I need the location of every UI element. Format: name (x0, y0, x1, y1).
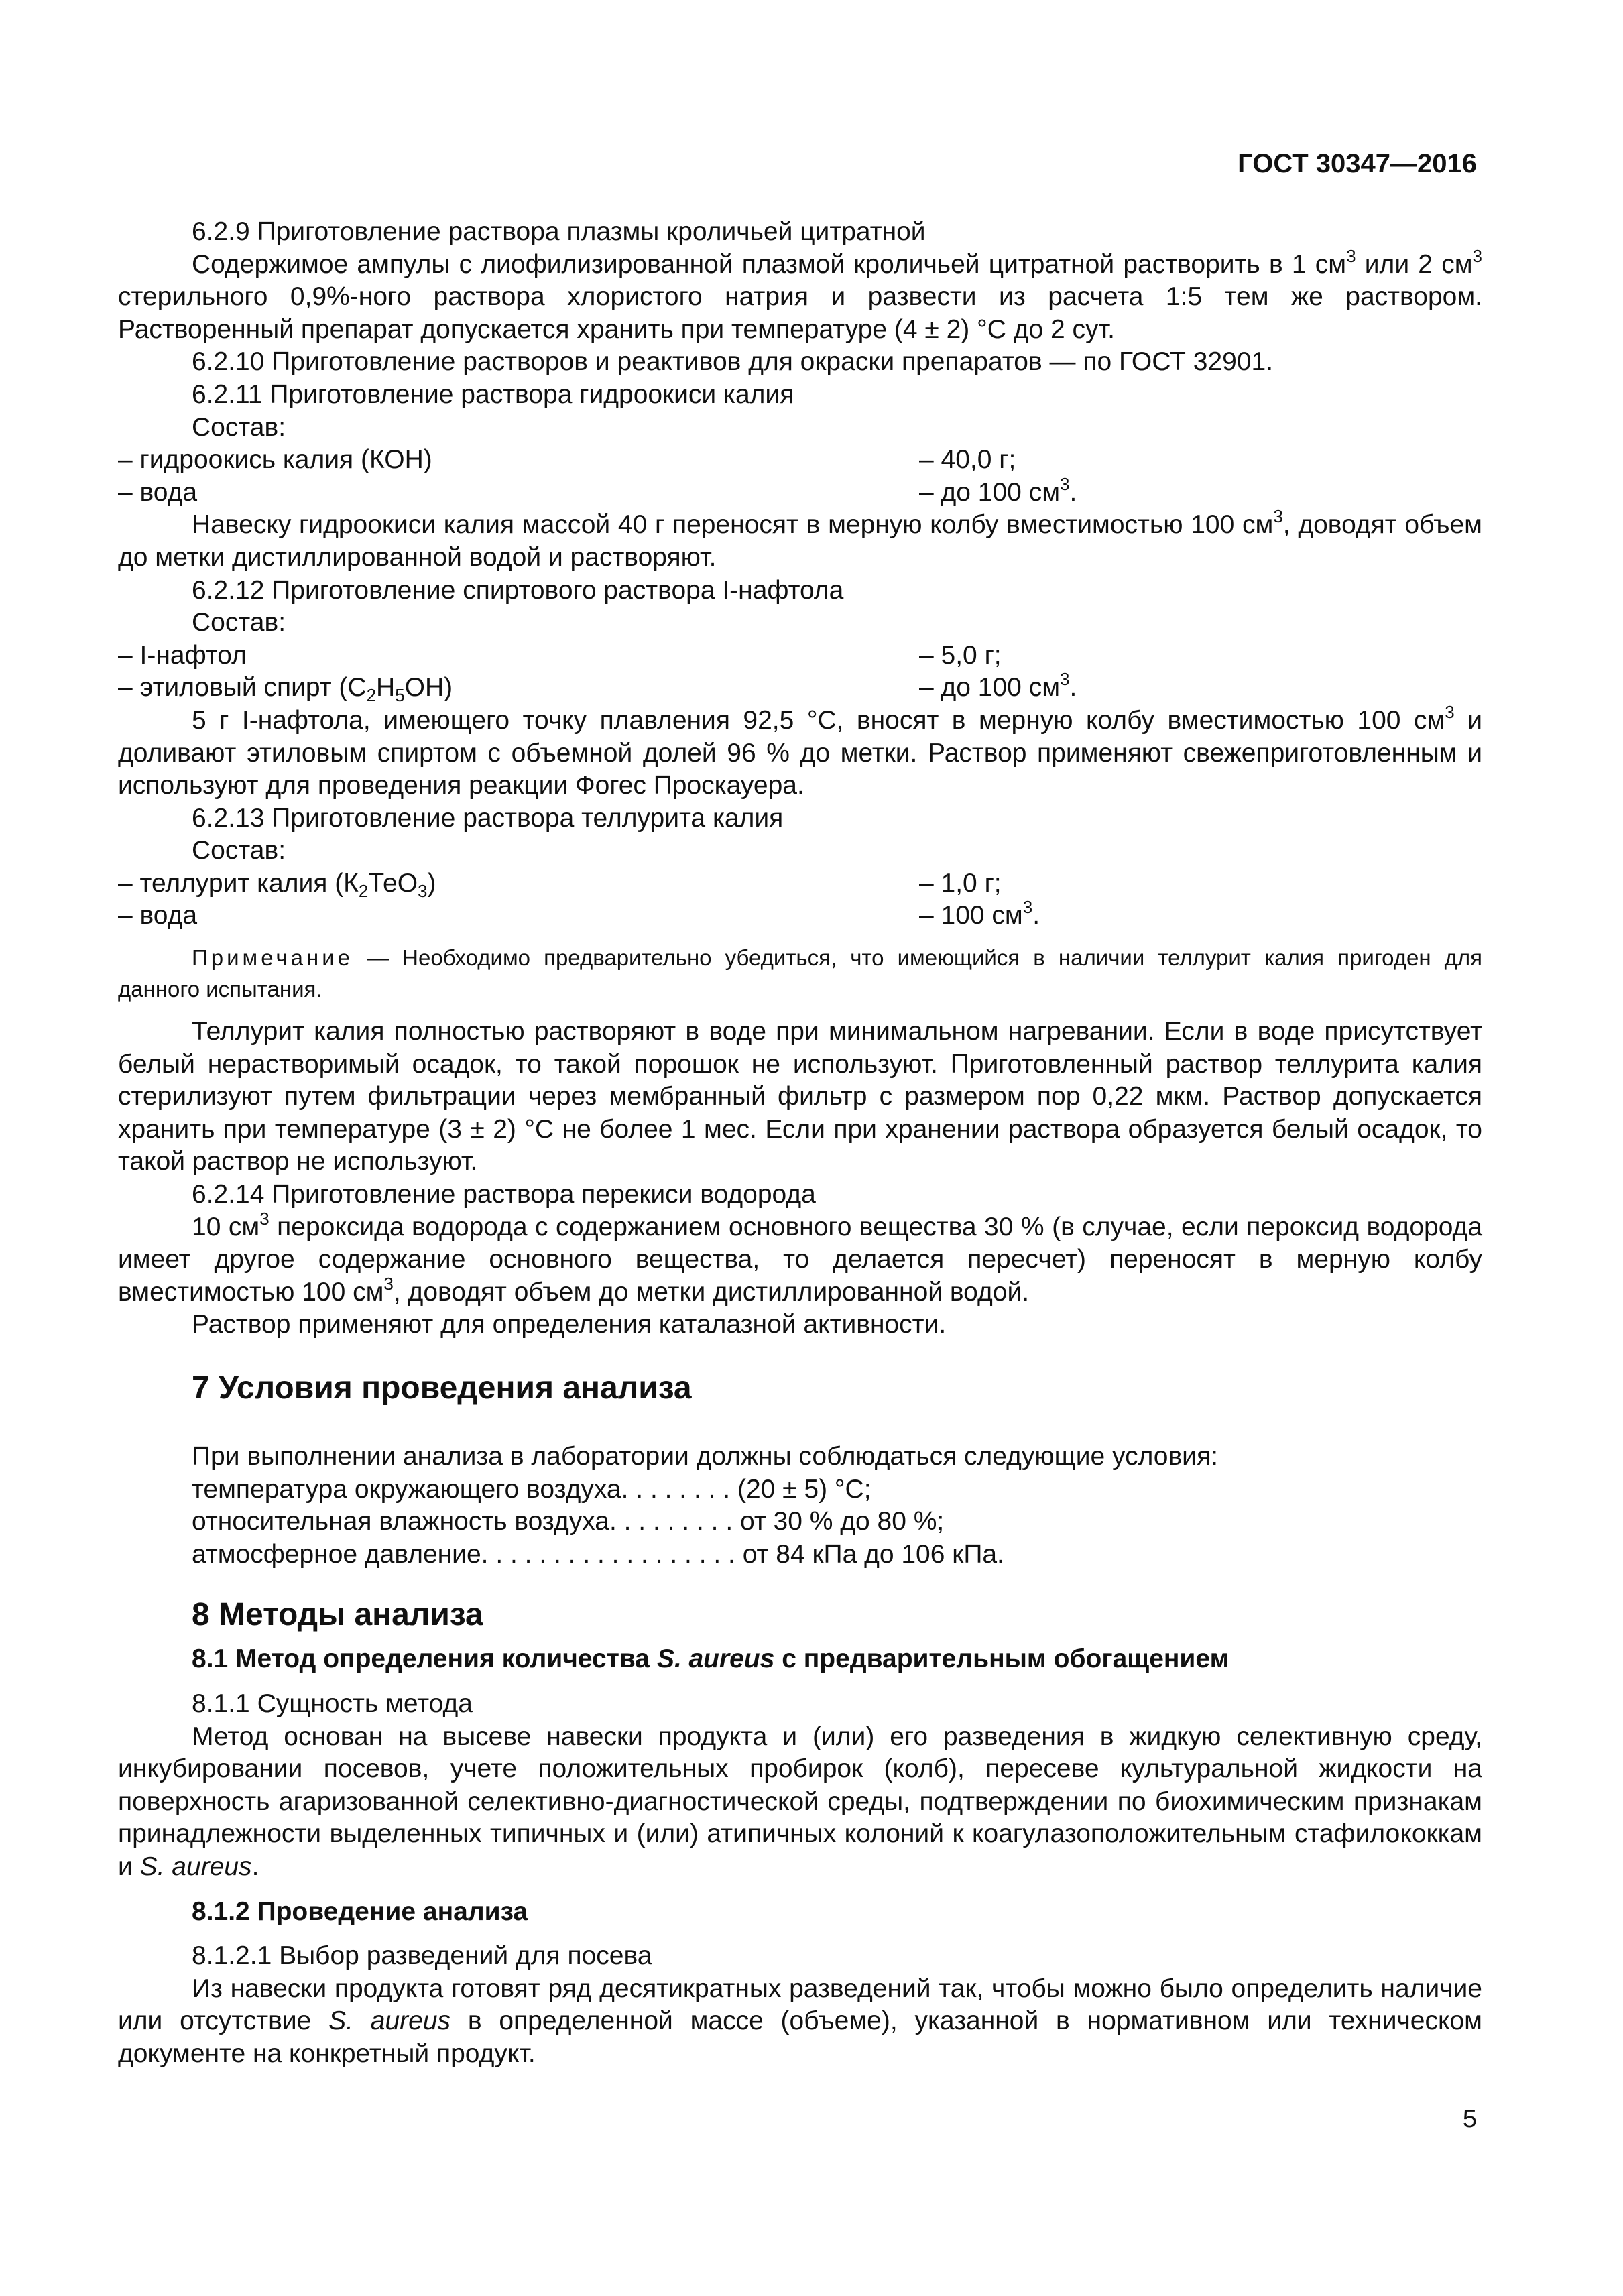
composition-label: Состав: (192, 412, 286, 442)
section-8-1-1-text: Метод основан на высеве навески продукта и (или) его разведения в жидкую селективную среду, инкубировании посевов, учете положительных пробирок (колб), пересеве культуральной жидкости на поверхность агаризованной селективно-диагностической среды, подтверждении по биохимическим признакам принадлежности выделенных типичных и (или) атипичных колоний к коагулазоположительным стафилококкам и S. aureus. (118, 1721, 1482, 1881)
composition-row: – этиловый спирт $(С_2Н_5ОН)$ – до 100 $см^3$. (118, 669, 1077, 706)
conditions-intro: При выполнении анализа в лаборатории должны соблюдаться следующие условия: (192, 1442, 1218, 1471)
composition-row: – вода – 100 $см^3$. (118, 897, 1040, 930)
section-6-2-13-title: 6.2.13 Приготовление раствора теллурита калия (192, 803, 784, 833)
composition-label: Состав: (192, 608, 286, 638)
note: Примечание — Необходимо предварительно убедиться, что имеющийся в наличии теллурит калия пригоден для данного испытания. (118, 945, 1482, 1002)
composition-row: – теллурит калия $(К_2ТеО_3)$ – 1,0 г; (118, 868, 1002, 901)
section-6-2-9-text: Содержимое ампулы с лиофилизированной плазмой кроличьей цитратной растворить в 1 $см^3$ или 2 $см^3$ стерильного 0,9%-ного раствора хлористого натрия и развести из расчета 1:5 тем же раствором. Растворенный препарат допускается хранить при температуре (4 ± 2) °С до 2 сут. (118, 245, 1482, 344)
section-6-2-14-text: 10 $см^3$ пероксида водорода с содержанием основного вещества 30 % (в случае, если пероксид водорода имеет другое содержание основного вещества, то делается пересчет) переносят в мерную колбу вместимостью 100 $см^3$, доводят объем до метки дистиллированной водой. (118, 1208, 1483, 1307)
section-6-2-11-title: 6.2.11 Приготовление раствора гидроокиси калия (192, 379, 794, 409)
document-body (118, 216, 1482, 2071)
section-6-2-11-text: Навеску гидроокиси калия массой 40 г переносят в мерную колбу вместимостью 100 $см^3$, доводят объем до метки дистиллированной водой и растворяют. (118, 506, 1482, 572)
section-7-heading: 7 Условия проведения анализа (192, 1370, 692, 1406)
section-8-1-1-title: 8.1.1 Сущность метода (192, 1689, 473, 1718)
condition-pressure: атмосферное давление. . . . . . . . . . . . . . . . . . от 84 кПа до 106 кПа. (192, 1539, 1004, 1569)
section-6-2-13-text: Теллурит калия полностью растворяют в воде при минимальном нагревании. Если в воде присутствует белый нерастворимый осадок, то такой порошок не используют. Приготовленный раствор теллурита калия стерилизуют путем фильтрации через мембранный фильтр с размером пор 0,22 мкм. Раствор допускается хранить при температуре (3 ± 2) °С не более 1 мес. Если при хранении раствора образуется белый осадок, то такой раствор не используют. (118, 1017, 1482, 1176)
section-6-2-12-text: 5 г I-нафтола, имеющего точку плавления 92,5 °С, вносят в мерную колбу вместимостью 100 $см^3$ и доливают этиловым спиртом с объемной долей 96 % до метки. Раствор применяют свежеприготовленным и используют для проведения реакции Фогес Проскауера. (118, 701, 1482, 800)
composition-label: Состав: (192, 836, 286, 865)
section-6-2-9-title: 6.2.9 Приготовление раствора плазмы кроличьей цитратной (192, 217, 926, 246)
condition-temperature: температура окружающего воздуха. . . . . . . . (20 ± 5) °С; (192, 1474, 871, 1504)
document-id: ГОСТ 30347—2016 (1238, 149, 1477, 178)
composition-row: – вода – до 100 $см^3$. (118, 473, 1077, 507)
section-8-1-2-1-title: 8.1.2.1 Выбор разведений для посева (192, 1941, 652, 1971)
section-6-2-14-title: 6.2.14 Приготовление раствора перекиси водорода (192, 1180, 816, 1209)
section-8-1-2-1-text: Из навески продукта готовят ряд десятикратных разведений так, чтобы можно было определить наличие или отсутствие S. aureus в определенной массе (объеме), указанной в нормативном или техническом документе на конкретный продукт. (118, 1974, 1482, 2068)
note-label: Примечание (192, 945, 354, 971)
composition-row: – I-нафтол – 5,0 г; (118, 640, 1002, 670)
section-8-1-2-heading: 8.1.2 Проведение анализа (192, 1896, 528, 1926)
section-8-1-heading: 8.1 Метод определения количества S. aureus с предварительным обогащением (192, 1644, 1229, 1674)
section-6-2-12-title: 6.2.12 Приготовление спиртового раствора I-нафтола (192, 575, 844, 605)
condition-humidity: относительная влажность воздуха. . . . . . . . . от 30 % до 80 %; (192, 1507, 945, 1536)
section-6-2-10-text: 6.2.10 Приготовление растворов и реактивов для окраски препаратов — по ГОСТ 32901. (192, 347, 1274, 377)
section-8-heading: 8 Методы анализа (192, 1597, 483, 1633)
page-number: 5 (1462, 2105, 1477, 2133)
section-6-2-14-note: Раствор применяют для определения каталазной активности. (192, 1310, 947, 1339)
composition-row: – гидроокись калия (КОН) – 40,0 г; (118, 445, 1016, 475)
